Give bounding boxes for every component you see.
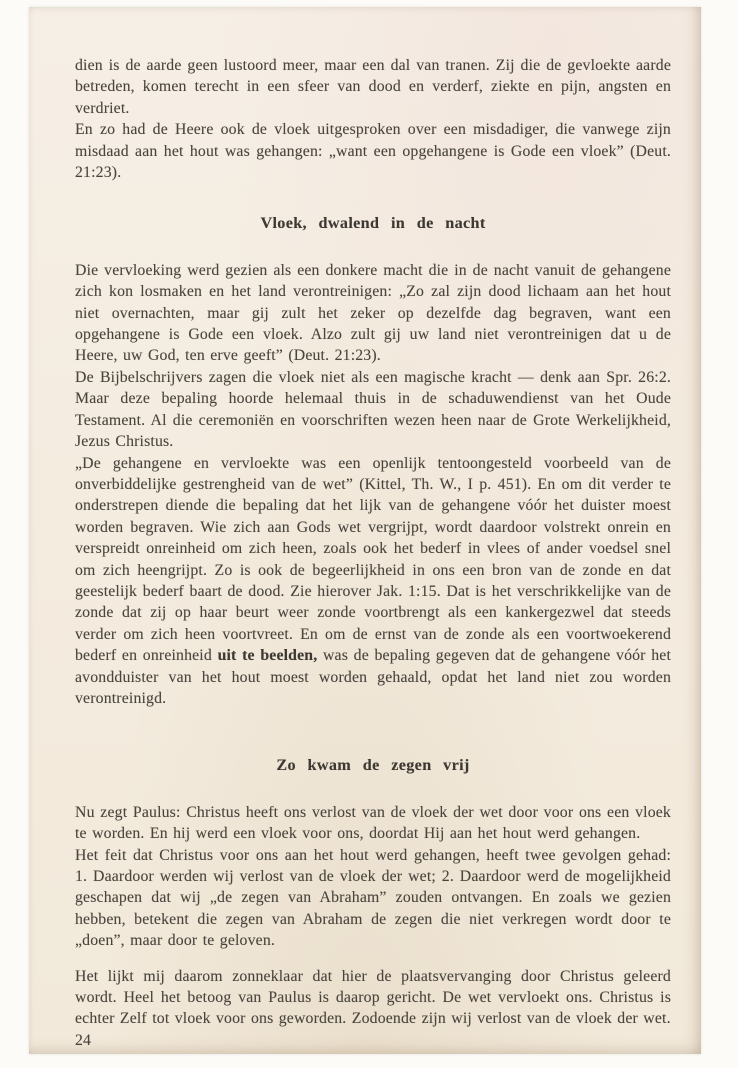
section-heading-vloek: Vloek, dwalend in de nacht (260, 214, 486, 233)
paragraph-text-after-bold: was de bepaling gegeven dat de gehangene vóór het avondduister van het hout moest worden gehaald, opdat het land niet zou worden verontreinigd. (75, 647, 672, 707)
bold-phrase: uit te beelden, (217, 647, 318, 665)
paragraph-section2-2: Het feit dat Christus voor ons aan het hout werd gehangen, heeft twee gevolgen gehad: 1. Daardoor werden wij verlost van de vloek der wet; 2. Daardoor werd de mogelijkheid geschapen dat wij „de zegen van Abraham” zouden ontvangen. En zoals we gezien hebben, betekent die zegen van Abraham de zegen die niet verkregen wordt door te „doen”, maar door te geloven. (75, 846, 671, 950)
paragraph-section2-3: Het lijkt mij daarom zonneklaar dat hier de plaatsvervanging door Christus geleerd wordt. Heel het betoog van Paulus is daarop gericht. De wet vervloekt ons. Christus is echter Zelf tot vloek voor ons geworden. Zodoende zijn wij verlost van de vloek der wet. (75, 967, 671, 1028)
paragraph-section2-1: Nu zegt Paulus: Christus heeft ons verlost van de vloek der wet door voor ons een vloek te worden. En hij werd een vloek voor ons, doordat Hij aan het hout werd gehangen. (75, 803, 671, 843)
section-heading-zegen: Zo kwam de zegen vrij (276, 756, 470, 775)
paragraph-section1-3 (75, 453, 671, 710)
page-number: 24 (75, 1031, 92, 1049)
paragraph-section1-1: Die vervloeking werd gezien als een donkere macht die in de nacht vanuit de gehangene zich kon losmaken en het land verontreinigen: „Zo zal zijn dood lichaam aan het hout niet overnachten, maar gij zult het zeker op dezelfde dag begraven, want een opgehangene is Gode een vloek. Alzo zult gij uw land niet verontreinigen dat u de Heere, uw God, ten erve geeft” (Deut. 21:23). (75, 261, 671, 365)
page-content (75, 55, 671, 1051)
paragraph-section1-2: De Bijbelschrijvers zagen die vloek niet als een magische kracht — denk aan Spr. 26:2. Maar deze bepaling hoorde helemaal thuis in de schaduwendienst van het Oude Testament. Al die ceremoniën en voorschriften wezen heen naar de Grote Werkelijkheid, Jezus Christus. (75, 368, 671, 451)
paragraph-text-before-bold: „De gehangene en vervloekte was een openlijk tentoongesteld voorbeeld van de onverbiddelijke gestrengheid van de wet” (Kittel, Th. W., I p. 451). En om dit verder te onderstrepen diende die bepaling dat het lijk van de gehangene vóór het duister moest worden begraven. Wie zich aan Gods wet vergrijpt, wordt daardoor volstrekt onrein en verspreidt onreinheid om zich heen, zoals ook het bederf in vlees of ander voedsel snel om zich heengrijpt. Zo is ook de begeerlijkheid in ons een bron van de zonde en dat geestelijk bederf baart de dood. Zie hierover Jak. 1:15. Dat is het verschrikkelijke van de zonde dat zij op haar beurt weer zonde voortbrengt als een kankergezwel dat steeds verder om zich heen voortvreet. En om de ernst van de zonde als een voortwoekerend bederf en onreinheid (75, 454, 671, 665)
paragraph-intro-2: En zo had de Heere ook de vloek uitgesproken over een misdadiger, die vanwege zijn misdaad aan het hout was gehangen: „want een opgehangene is Gode een vloek” (Deut. 21:23). (75, 121, 671, 182)
book-page (29, 7, 701, 1054)
paragraph-intro-1: dien is de aarde geen lustoord meer, maar een dal van tranen. Zij die de gevloekte aarde betreden, komen terecht in een sfeer van dood en verderf, ziekte en pijn, angsten en verdriet. (75, 57, 671, 117)
